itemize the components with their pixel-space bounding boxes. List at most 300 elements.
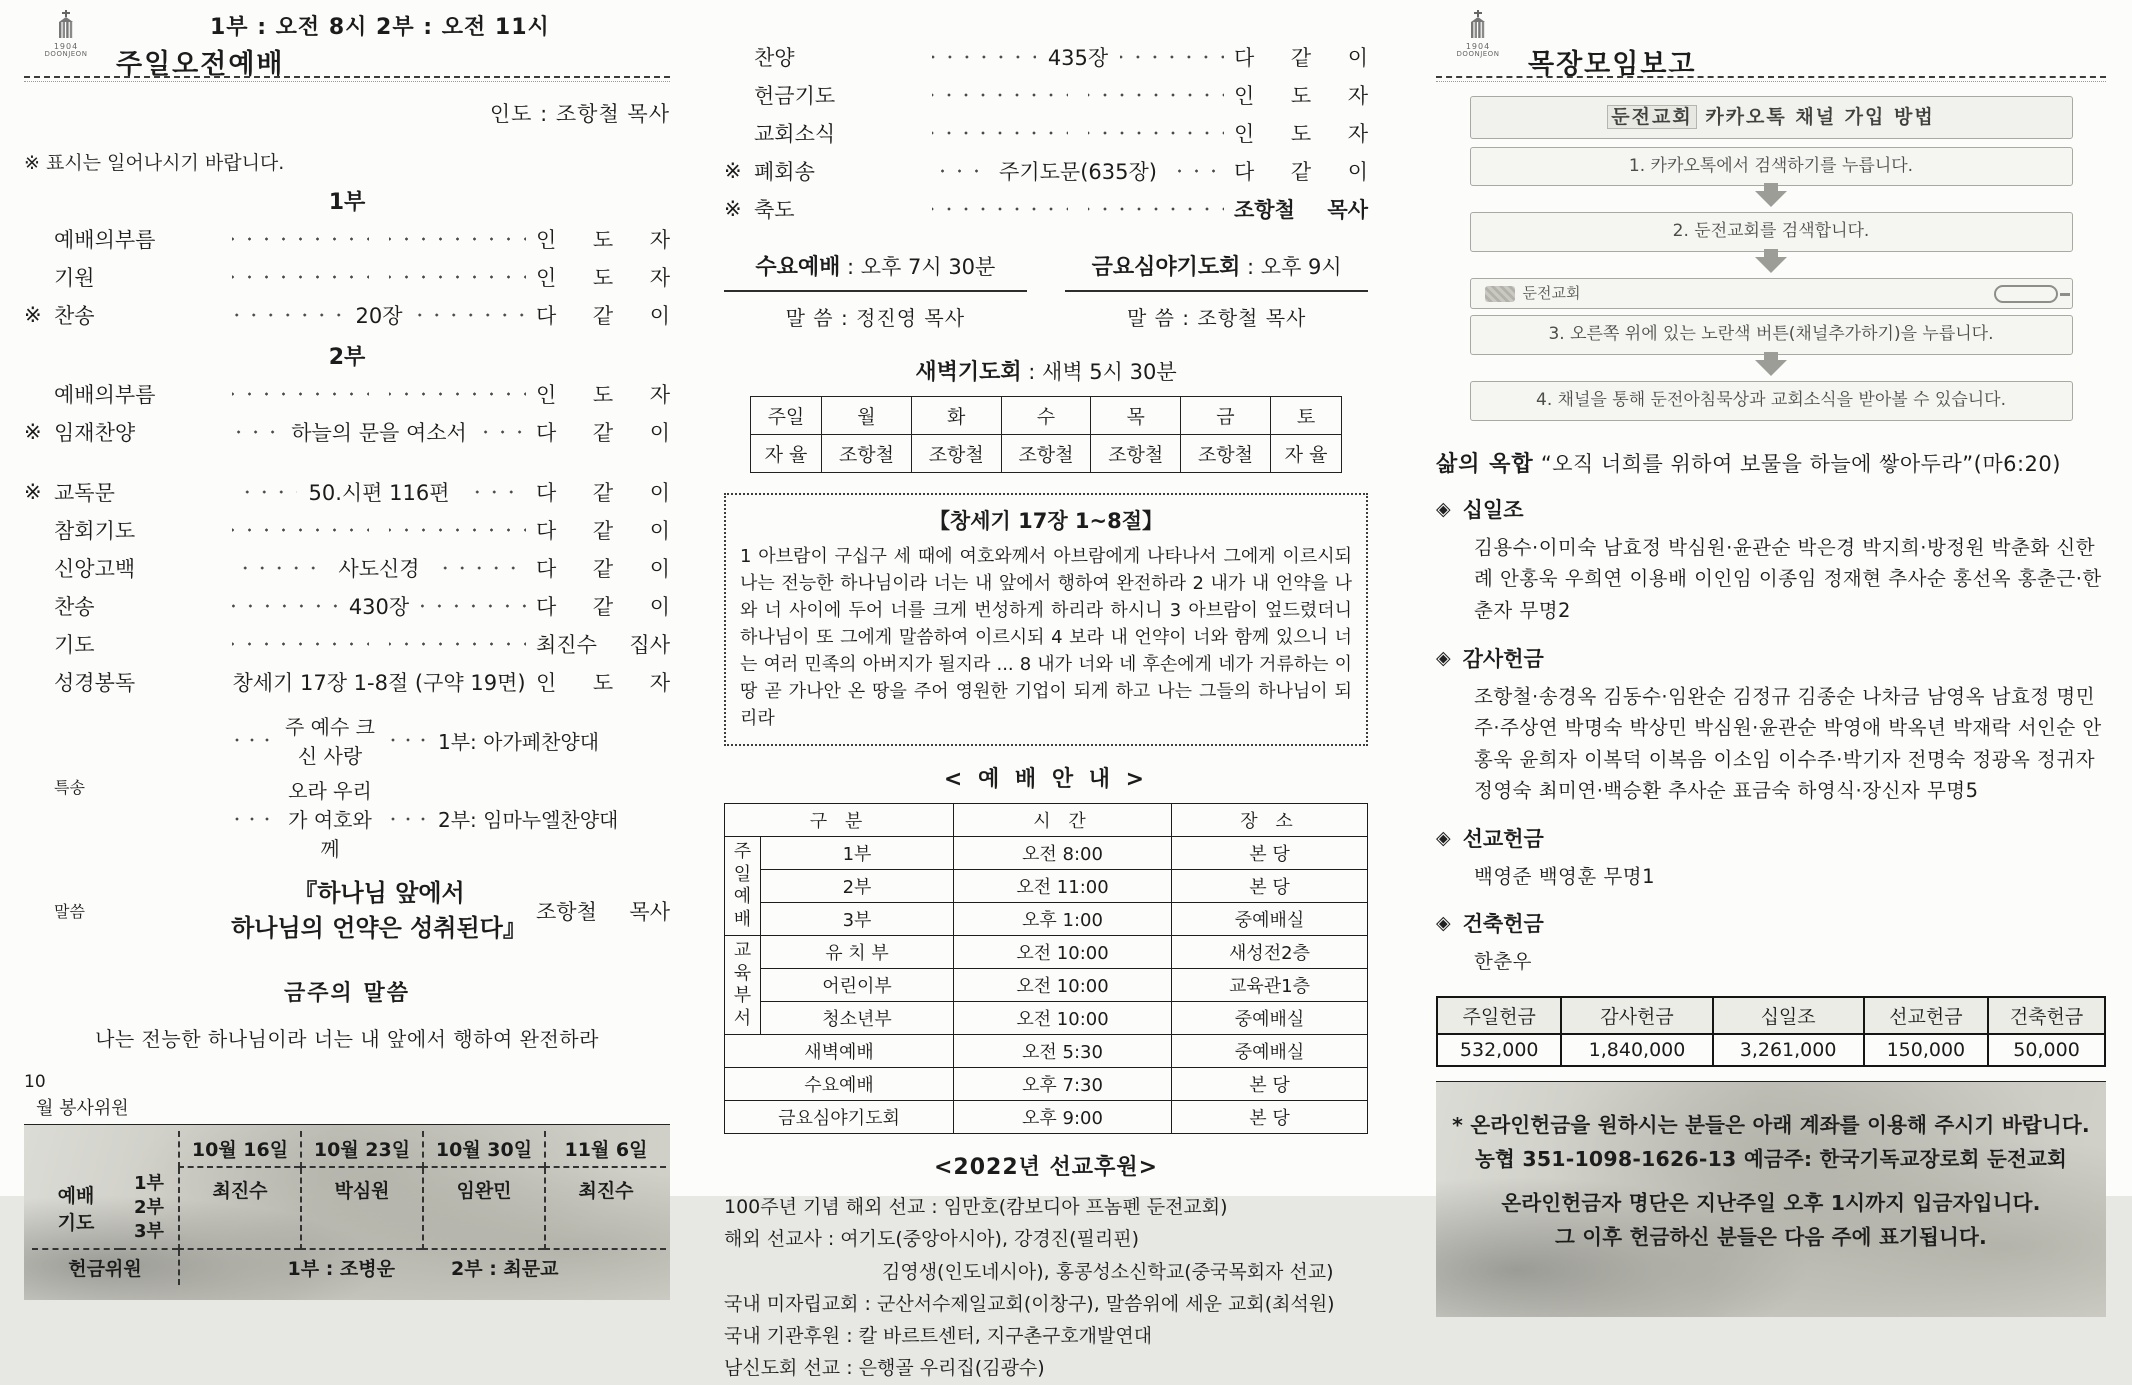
order-row bbox=[24, 224, 670, 254]
order-label: 임재찬양 bbox=[54, 421, 136, 445]
church-logo bbox=[1450, 10, 1506, 58]
volunteers-grid bbox=[32, 1131, 666, 1286]
place-cell: 중예배실 bbox=[1172, 903, 1368, 936]
offering-section-head bbox=[1436, 494, 2106, 524]
guide-row bbox=[725, 837, 1368, 870]
friday-service-head bbox=[1065, 250, 1368, 292]
service-cell: 금요심야기도회 bbox=[725, 1101, 954, 1134]
dot-leader bbox=[389, 392, 526, 396]
service-cell: 수요예배 bbox=[725, 1068, 954, 1101]
offering-section-tithe bbox=[1436, 494, 2106, 627]
kakao-guide-title-rest: 카카오톡 채널 가입 방법 bbox=[1696, 106, 1935, 128]
church-name: 둔전교회 bbox=[1607, 105, 1696, 129]
offering-amount: 50,000 bbox=[1988, 1034, 2105, 1066]
service-cell: 청소년부 bbox=[761, 1002, 954, 1035]
offering-amount: 150,000 bbox=[1864, 1034, 1988, 1066]
order-label: 축도 bbox=[754, 198, 795, 222]
scripture-body: 1 아브람이 구십구 세 때에 여호와께서 아브람에게 나타나서 그에게 이르시되 나는 전능한 하나님이라 너는 내 앞에서 행하여 완전하라 2 내가 내 언약을 나와 너 사이에 두어 너를 크게 번성하게 하리라 하시니 3 아브람이 엎드렸더니 하나님이 또 그에게 말씀하여 이르시되 4 보라 내 언약이 너와 함께 있으니 너는 여러 민족의 아버지가 될지라 ... 8 내가 너와 네 후손에게 네가 거류하는 이 땅 곧 가나안 온 땅을 주어 영원한 기업이 되게 하고 나는 그들의 하나님이 되리라 bbox=[740, 546, 1352, 729]
weekly-word-heading: 금주의 말씀 bbox=[284, 980, 410, 1006]
song-title: 오라 우리가 여호와께 bbox=[288, 779, 372, 861]
dot-leader bbox=[932, 207, 1068, 211]
order-person: 다 같 이 bbox=[536, 421, 671, 445]
midweek-services bbox=[724, 250, 1368, 331]
scripture-title: 【창세기 17장 1~8절】 bbox=[928, 509, 1164, 533]
order-row bbox=[24, 553, 670, 583]
channel-thumbnail bbox=[1485, 286, 1515, 302]
offering-col-header: 십일조 bbox=[1713, 997, 1864, 1034]
offering-amount: 3,261,000 bbox=[1713, 1034, 1864, 1066]
header-rule bbox=[1436, 76, 2106, 82]
order-label: 참회기도 bbox=[54, 519, 136, 543]
page-title: 주일오전예배 bbox=[116, 49, 285, 80]
empty-cell bbox=[120, 1131, 178, 1168]
order-label: 교독문 bbox=[54, 481, 115, 505]
prayer-person: 최진수 bbox=[178, 1168, 300, 1251]
service-cell: 2부 bbox=[761, 870, 954, 903]
right-header bbox=[1436, 8, 2106, 82]
wednesday-speaker: 말 씀 : 정진영 목사 bbox=[785, 306, 966, 330]
spacer bbox=[1470, 139, 2073, 147]
service-leader: 인도 : 조항철 목사 bbox=[489, 102, 670, 126]
order-label: 기도 bbox=[54, 633, 95, 657]
offering-amount: 532,000 bbox=[1437, 1034, 1561, 1066]
order-row bbox=[724, 42, 1368, 72]
dot-leader bbox=[932, 93, 1068, 97]
mission-line: 해외 선교사 : 여기도(중앙아시아), 강경진(필리핀) bbox=[724, 1228, 1139, 1251]
diamond-bullet-icon: ◈ bbox=[1436, 497, 1451, 520]
person-cell: 조항철 bbox=[911, 435, 1001, 473]
dot-leader bbox=[232, 392, 369, 396]
col-header-division: 구 분 bbox=[725, 804, 954, 837]
place-cell: 중예배실 bbox=[1172, 1002, 1368, 1035]
place-cell: 중예배실 bbox=[1172, 1035, 1368, 1068]
mission-support-list bbox=[724, 1191, 1368, 1385]
dot-leader bbox=[232, 490, 297, 494]
prayer-person: 임완민 bbox=[422, 1168, 544, 1251]
dot-leader bbox=[462, 490, 527, 494]
volunteers-photo-table bbox=[24, 1124, 670, 1300]
offering-names: 조항철·송경옥 김동수·임완순 김정규 김종순 나차금 남영옥 남효정 명민주·주상연 박명숙 박상민 박심원·윤관순 박영애 박옥년 박재락 서인순 안홍욱 윤희자 이복덕 이복음 이소임 이수주·박기자 전명숙 정광옥 정귀자 정영숙 최미연·백승환 추사순 표금숙 하영식·장신자 무명5 bbox=[1474, 684, 2102, 803]
life-offering-heading bbox=[1436, 447, 2106, 478]
order-label: 헌금기도 bbox=[754, 84, 836, 108]
order-row bbox=[24, 629, 670, 659]
time-cell: 오후 9:00 bbox=[954, 1101, 1172, 1134]
kakao-channel-preview bbox=[1470, 278, 2073, 309]
dot-leader bbox=[232, 528, 369, 532]
order-person: 인 도 자 bbox=[536, 383, 670, 407]
date-header: 10월 16일 bbox=[178, 1131, 300, 1168]
offering-section-head bbox=[1436, 823, 2106, 853]
left-column bbox=[0, 0, 680, 1281]
order-row bbox=[24, 417, 670, 447]
spacer bbox=[24, 455, 670, 469]
dot-leader bbox=[1088, 93, 1224, 97]
notice-line: 온라인헌금자 명단은 지난주일 오후 1시까지 입금자입니다. bbox=[1501, 1190, 2041, 1215]
weekly-word-text: 나는 전능한 하나님이라 너는 내 앞에서 행하여 완전하라 bbox=[95, 1026, 599, 1051]
order-label: 찬송 bbox=[54, 595, 95, 619]
dot-leader bbox=[232, 604, 337, 608]
header-rule bbox=[24, 76, 670, 82]
service-time: : 새벽 5시 30분 bbox=[1021, 360, 1177, 384]
offering-values-row bbox=[1437, 1034, 2105, 1066]
order-row-scripture-reading bbox=[24, 667, 670, 697]
day-cell: 화 bbox=[911, 397, 1001, 435]
order-person: 인 도 자 bbox=[1234, 122, 1368, 146]
dot-leader bbox=[386, 738, 430, 742]
row-label bbox=[32, 1168, 120, 1251]
offering-amount: 1,840,000 bbox=[1561, 1034, 1712, 1066]
day-cell: 목 bbox=[1091, 397, 1181, 435]
service-cell: 새벽예배 bbox=[725, 1035, 954, 1068]
order-label: 말씀 bbox=[54, 902, 85, 922]
dot-leader bbox=[232, 430, 279, 434]
dawn-people-row bbox=[750, 435, 1341, 473]
special-song-block bbox=[24, 705, 670, 868]
place-cell: 본 당 bbox=[1172, 837, 1368, 870]
dot-leader bbox=[389, 528, 526, 532]
place-cell: 교육관1층 bbox=[1172, 969, 1368, 1002]
service-name: 금요심야기도회 bbox=[1091, 255, 1241, 280]
day-cell: 월 bbox=[822, 397, 912, 435]
guide-row bbox=[725, 969, 1368, 1002]
order-label: 기원 bbox=[54, 266, 95, 290]
church-building-icon bbox=[51, 10, 81, 40]
life-offering-label: 삶의 옥합 bbox=[1436, 451, 1534, 477]
place-cell: 본 당 bbox=[1172, 870, 1368, 903]
logo-year: 1904 bbox=[1465, 42, 1491, 51]
offering-section-head bbox=[1436, 908, 2106, 938]
order-label: 찬송 bbox=[54, 304, 95, 328]
notice-line: 그 이후 헌금하신 분들은 다음 주에 표기됩니다. bbox=[1554, 1224, 1988, 1249]
service-name: 새벽기도회 bbox=[915, 360, 1022, 385]
stand-notice: ※ 표시는 일어나시기 바랍니다. bbox=[24, 152, 285, 174]
arrow-down-icon bbox=[1755, 257, 1787, 273]
order-person: 다 같 이 bbox=[536, 304, 671, 328]
friday-speaker: 말 씀 : 조항철 목사 bbox=[1126, 306, 1307, 330]
order-label: 예배의부름 bbox=[54, 383, 156, 407]
order-row bbox=[24, 379, 670, 409]
sermon-block bbox=[24, 876, 670, 946]
church-logo bbox=[38, 10, 94, 58]
channel-add-button-icon bbox=[1994, 285, 2058, 303]
dot-leader bbox=[232, 237, 369, 241]
dot-leader bbox=[232, 275, 369, 279]
person-cell: 조항철 bbox=[1091, 435, 1181, 473]
choir-name: 1부: 아가페찬양대 bbox=[438, 729, 600, 754]
person-cell: 조항철 bbox=[1181, 435, 1271, 473]
person-cell: 자 율 bbox=[750, 435, 821, 473]
offering-summary-table bbox=[1436, 996, 2106, 1067]
order-person: 다 같 이 bbox=[536, 519, 670, 543]
time-cell: 오전 10:00 bbox=[954, 969, 1172, 1002]
row-label-line: 예배 bbox=[57, 1185, 95, 1208]
offering-names: 한춘우 bbox=[1474, 950, 1533, 974]
dot-leader bbox=[415, 313, 527, 317]
mission-support-title: <2022년 선교후원> bbox=[933, 1155, 1159, 1180]
order-person: 다 같 이 bbox=[1234, 46, 1368, 70]
service-cell: 어린이부 bbox=[761, 969, 954, 1002]
order-item: 430장 bbox=[348, 595, 410, 619]
dawn-days-row bbox=[750, 397, 1341, 435]
offering-part2: 2부 : 최문교 bbox=[451, 1258, 559, 1281]
service-part-labels bbox=[120, 1168, 178, 1251]
order-person: 다 같 이 bbox=[1234, 160, 1368, 184]
stand-mark: ※ bbox=[24, 303, 42, 327]
day-cell: 금 bbox=[1181, 397, 1271, 435]
left-header bbox=[24, 8, 670, 82]
offering-part1: 1부 : 조병운 bbox=[287, 1258, 395, 1281]
order-person: 최진수 집사 bbox=[536, 633, 670, 657]
service-time: : 오후 9시 bbox=[1240, 255, 1342, 279]
service-times: 1부 : 오전 8시 2부 : 오전 11시 bbox=[210, 15, 550, 40]
guide-row bbox=[725, 903, 1368, 936]
dot-leader bbox=[230, 738, 274, 742]
account-number-line: 농협 351-1098-1626-13 예금주: 한국기독교장로회 둔전교회 bbox=[1475, 1146, 2067, 1171]
col-header-time: 시 간 bbox=[954, 804, 1172, 837]
prayer-person: 최진수 bbox=[544, 1168, 666, 1251]
sermon-title bbox=[222, 876, 536, 946]
offering-committee-names bbox=[178, 1250, 666, 1285]
service-cell: 유 치 부 bbox=[761, 936, 954, 969]
stand-mark: ※ bbox=[24, 420, 42, 444]
dot-leader bbox=[389, 237, 526, 241]
dot-leader bbox=[389, 275, 526, 279]
dot-leader bbox=[1088, 207, 1224, 211]
offering-section-head bbox=[1436, 643, 2106, 673]
dawn-prayer-title bbox=[724, 355, 1368, 386]
stand-mark: ※ bbox=[724, 159, 742, 183]
middle-column bbox=[680, 0, 1402, 1380]
time-cell: 오전 11:00 bbox=[954, 870, 1172, 903]
mission-line: 국내 기관후원 : 칼 바르트센터, 지구촌구호개발연대 bbox=[724, 1325, 1153, 1348]
order-item: 창세기 17장 1-8절 (구약 19면) bbox=[232, 671, 526, 695]
place-cell: 본 당 bbox=[1172, 1101, 1368, 1134]
worship-guide-table bbox=[724, 803, 1368, 1134]
offering-names: 백영준 백영훈 무명1 bbox=[1474, 864, 1655, 888]
guide-row bbox=[725, 1101, 1368, 1134]
order-person: 조항철 목사 bbox=[1234, 198, 1368, 222]
special-song-row bbox=[222, 775, 670, 862]
service-time: : 오후 7시 30분 bbox=[840, 255, 996, 279]
date-header: 10월 30일 bbox=[422, 1131, 544, 1168]
kakao-step-2: 2. 둔전교회를 검색합니다. bbox=[1470, 212, 2073, 252]
day-cell: 토 bbox=[1270, 397, 1341, 435]
order-person: 다 같 이 bbox=[536, 557, 670, 581]
choir-name: 2부: 임마누엘찬양대 bbox=[438, 808, 619, 832]
order-row bbox=[24, 591, 670, 621]
dot-leader bbox=[479, 430, 526, 434]
order-label: 찬양 bbox=[754, 46, 795, 70]
offering-names: 김용수·이미숙 남효정 박심원·윤관순 박은경 박지희·방정원 박춘화 신한례 안홍욱 우희연 이용배 이인임 이종임 정재현 추사순 홍선옥 홍춘근·한춘자 무명2 bbox=[1474, 535, 2102, 622]
mission-line: 100주년 기념 해외 선교 : 임만호(캄보디아 프놈펜 둔전교회) bbox=[724, 1196, 1228, 1218]
part-label: 1부 bbox=[134, 1172, 164, 1194]
order-item: 하늘의 문을 여소서 bbox=[291, 421, 467, 445]
notice-line: * 온라인헌금을 원하시는 분들은 아래 계좌를 이용해 주시기 바랍니다. bbox=[1452, 1112, 2090, 1137]
guide-row bbox=[725, 1035, 1368, 1068]
time-cell: 오전 10:00 bbox=[954, 1002, 1172, 1035]
order-person: 다 같 이 bbox=[536, 481, 671, 505]
empty-cell bbox=[32, 1131, 120, 1168]
order-item: 435장 bbox=[1047, 46, 1109, 70]
order-label: 성경봉독 bbox=[54, 671, 136, 695]
church-building-icon bbox=[1463, 10, 1493, 40]
order-person: 인 도 자 bbox=[536, 671, 670, 695]
dot-leader bbox=[932, 131, 1068, 135]
person-cell: 자 율 bbox=[1270, 435, 1341, 473]
dot-leader bbox=[230, 817, 274, 821]
order-row bbox=[724, 156, 1368, 186]
order-label: 예배의부름 bbox=[54, 228, 156, 252]
dot-leader bbox=[421, 604, 526, 608]
dot-leader bbox=[386, 817, 430, 821]
arrow-down-icon bbox=[1755, 360, 1787, 376]
offering-section-title: 십일조 bbox=[1462, 497, 1524, 522]
special-song-rows bbox=[222, 705, 670, 868]
offering-committee-label: 헌금위원 bbox=[68, 1258, 142, 1281]
order-label: 신앙고백 bbox=[54, 557, 136, 581]
order-label: 교회소식 bbox=[754, 122, 836, 146]
preacher-name: 조항철 목사 bbox=[536, 899, 670, 924]
offering-col-header: 감사헌금 bbox=[1561, 997, 1712, 1034]
order-item: 50.시편 116편 bbox=[308, 481, 450, 505]
offering-col-header: 선교헌금 bbox=[1864, 997, 1988, 1034]
order-person: 인 도 자 bbox=[1234, 84, 1368, 108]
dot-leader bbox=[232, 313, 344, 317]
kakao-step-1: 1. 카카오톡에서 검색하기를 누릅니다. bbox=[1470, 147, 2073, 187]
channel-name-text: 둔전교회 bbox=[1522, 284, 1581, 303]
part-label: 3부 bbox=[134, 1221, 164, 1243]
date-header: 10월 23일 bbox=[300, 1131, 422, 1168]
dot-leader bbox=[1169, 169, 1224, 173]
order-row bbox=[24, 477, 670, 507]
offering-section-building bbox=[1436, 908, 2106, 978]
row-label-line: 기도 bbox=[57, 1212, 95, 1235]
arrow-down-icon bbox=[1755, 191, 1787, 207]
stand-mark: ※ bbox=[724, 197, 742, 221]
page-title: 목장모임보고 bbox=[1528, 49, 1697, 80]
time-cell: 오전 8:00 bbox=[954, 837, 1172, 870]
order-person: 인 도 자 bbox=[536, 266, 670, 290]
logo-year: 1904 bbox=[53, 42, 79, 51]
part-label: 2부 bbox=[134, 1196, 164, 1218]
guide-row bbox=[725, 870, 1368, 903]
song-title: 주 예수 크신 사랑 bbox=[285, 715, 375, 768]
channel-preview-name bbox=[1485, 283, 1581, 304]
offering-col-header: 주일헌금 bbox=[1437, 997, 1561, 1034]
part1-heading: 1부 bbox=[328, 190, 366, 215]
prayer-person: 박심원 bbox=[300, 1168, 422, 1251]
dot-leader bbox=[932, 169, 987, 173]
diamond-bullet-icon: ◈ bbox=[1436, 646, 1451, 669]
kakao-guide-title bbox=[1470, 96, 2073, 139]
dot-leader bbox=[232, 566, 326, 570]
page-number: 10 bbox=[24, 1071, 46, 1092]
group-label-sunday: 주일예배 bbox=[725, 837, 761, 936]
col-header-place: 장 소 bbox=[1172, 804, 1368, 837]
place-cell: 새성전2층 bbox=[1172, 936, 1368, 969]
order-row bbox=[24, 515, 670, 545]
service-cell: 1부 bbox=[761, 837, 954, 870]
wednesday-service-head bbox=[724, 250, 1027, 292]
person-cell: 조항철 bbox=[822, 435, 912, 473]
service-cell: 3부 bbox=[761, 903, 954, 936]
kakao-channel-guide bbox=[1470, 96, 2073, 421]
right-column bbox=[1402, 0, 2132, 1249]
dot-leader bbox=[389, 642, 526, 646]
guide-row bbox=[725, 1068, 1368, 1101]
time-cell: 오전 10:00 bbox=[954, 936, 1172, 969]
offering-section-mission bbox=[1436, 823, 2106, 893]
worship-guide-title: < 예 배 안 내 > bbox=[943, 767, 1149, 792]
volunteers-label: 월 봉사위원 bbox=[36, 1097, 129, 1119]
offering-section-thanks bbox=[1436, 643, 2106, 807]
offering-col-header: 건축헌금 bbox=[1988, 997, 2105, 1034]
order-item: 사도신경 bbox=[338, 557, 420, 581]
service-name: 수요예배 bbox=[755, 255, 841, 280]
order-person: 다 같 이 bbox=[536, 595, 670, 619]
mission-line: 국내 미자립교회 : 군산서수제일교회(이창구), 말씀위에 세운 교회(최석원) bbox=[724, 1292, 1335, 1315]
friday-service bbox=[1065, 250, 1368, 331]
sermon-title-line2: 하나님의 언약은 성취된다』 bbox=[231, 913, 527, 942]
sermon-title-line1: 『하나님 앞에서 bbox=[293, 879, 465, 907]
time-cell: 오전 5:30 bbox=[954, 1035, 1172, 1068]
online-offering-notice bbox=[1436, 1081, 2106, 1317]
order-row bbox=[24, 300, 670, 330]
guide-header-row bbox=[725, 804, 1368, 837]
part2-heading: 2부 bbox=[328, 345, 366, 370]
order-item: 주기도문(635장) bbox=[999, 160, 1157, 184]
logo-name: DOONJEON bbox=[44, 50, 88, 58]
time-cell: 오후 7:30 bbox=[954, 1068, 1172, 1101]
order-label: 폐회송 bbox=[754, 160, 815, 184]
day-cell: 주일 bbox=[750, 397, 821, 435]
order-person: 인 도 자 bbox=[536, 228, 670, 252]
order-row bbox=[724, 80, 1368, 110]
scripture-box bbox=[724, 493, 1368, 746]
mission-line: 남신도회 선교 : 은행골 우리집(김광수) bbox=[724, 1357, 1045, 1380]
time-cell: 오후 1:00 bbox=[954, 903, 1172, 936]
kakao-step-3: 3. 오른쪽 위에 있는 노란색 버튼(채널추가하기)을 누릅니다. bbox=[1470, 315, 2073, 355]
offering-section-title: 감사헌금 bbox=[1462, 646, 1544, 671]
order-label: 특송 bbox=[54, 778, 85, 797]
order-row bbox=[724, 118, 1368, 148]
order-item: 20장 bbox=[355, 304, 403, 328]
dot-leader bbox=[432, 566, 526, 570]
guide-row bbox=[725, 1002, 1368, 1035]
stand-mark: ※ bbox=[24, 480, 42, 504]
mission-line: 김영생(인도네시아), 홍콩성소신학교(중국목회자 선교) bbox=[882, 1260, 1334, 1283]
diamond-bullet-icon: ◈ bbox=[1436, 826, 1451, 849]
offering-section-title: 건축헌금 bbox=[1462, 912, 1544, 937]
logo-name: DOONJEON bbox=[1456, 50, 1500, 58]
offering-header-row bbox=[1437, 997, 2105, 1034]
dot-leader bbox=[1120, 55, 1224, 59]
diamond-bullet-icon: ◈ bbox=[1436, 912, 1451, 935]
day-cell: 수 bbox=[1001, 397, 1091, 435]
kakao-step-4: 4. 채널을 통해 둔전아침묵상과 교회소식을 받아볼 수 있습니다. bbox=[1470, 381, 2073, 421]
date-header: 11월 6일 bbox=[544, 1131, 666, 1168]
dot-leader bbox=[1088, 131, 1224, 135]
order-row bbox=[24, 262, 670, 292]
special-song-row bbox=[222, 711, 670, 769]
person-cell: 조항철 bbox=[1001, 435, 1091, 473]
place-cell: 본 당 bbox=[1172, 1068, 1368, 1101]
offering-section-title: 선교헌금 bbox=[1462, 826, 1544, 851]
dawn-prayer-table bbox=[750, 396, 1342, 473]
dot-leader bbox=[932, 55, 1036, 59]
guide-row bbox=[725, 936, 1368, 969]
life-offering-verse: “오직 너희를 위하여 보물을 하늘에 쌓아두라”(마6:20) bbox=[1533, 451, 2061, 476]
